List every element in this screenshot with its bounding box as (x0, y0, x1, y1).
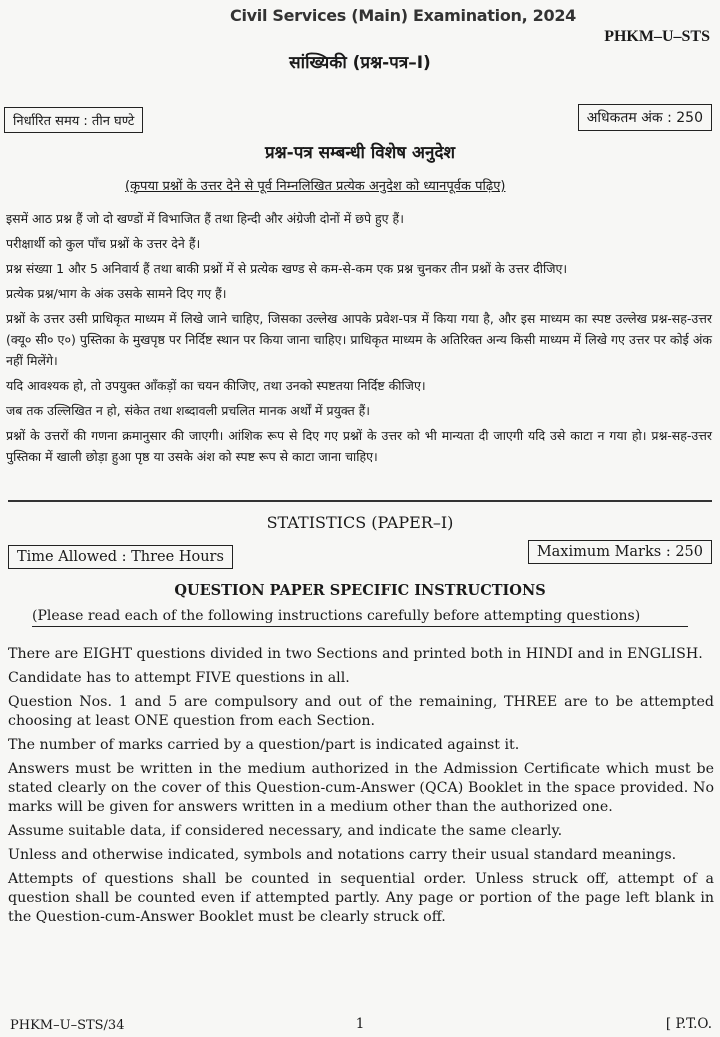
instruction-hindi-8: प्रश्नों के उत्तरों की गणना क्रमानुसार की जाएगी। आंशिक रूप से दिए गए प्रश्नों के उत्तर को भी मान्यता दी जाएगी यदि उसे काटा न गया हो। प्रश्न-सह-उत्तर पुस्तिका में खाली छोड़ा हुआ पृष्ठ या उसके अंश को स्पष्ट रूप से काटा जाना चाहिए। (6, 428, 712, 464)
max-marks-hindi: अधिकतम अंक : 250 (578, 104, 712, 131)
paper-code: PHKM–U–STS (604, 28, 710, 45)
instruction-hindi-5: प्रश्नों के उत्तर उसी प्राधिकृत माध्यम में लिखे जाने चाहिए, जिसका उल्लेख आपके प्रवेश-पत्र में किया गया है, और इस माध्यम का स्पष्ट उल्लेख प्रश्न-सह-उत्तर (क्यू० सी० ए०) पुस्तिका के मुखपृष्ठ पर निर्दिष्ट स्थान पर किया जाना चाहिए। प्राधिकृत माध्यम के अतिरिक्त अन्य किसी माध्यम में लिखे गए उत्तर पर कोई अंक नहीं मिलेंगे। (6, 311, 712, 368)
instructions-list-english (8, 645, 714, 932)
instruction-english-3: Question Nos. 1 and 5 are compulsory and out of the remaining, THREE are to be attempted choosing at least ONE question from each Section. (8, 694, 714, 729)
instruction-english-5: Answers must be written in the medium authorized in the Admission Certificate which must be stated clearly on the cover of this Question-cum-Answer (QCA) Booklet in the space provided. No marks will be given for answers written in a medium other than the authorized one. (8, 761, 714, 815)
please-turn-over: [ P.T.O. (665, 1016, 712, 1032)
subject-title-english: STATISTICS (PAPER–I) (266, 513, 454, 532)
instruction-hindi-6: यदि आवश्यक हो, तो उपयुक्त आँकड़ों का चयन कीजिए, तथा उनको स्पष्टतया निर्दिष्ट कीजिए। (6, 378, 426, 393)
exam-title: Civil Services (Main) Examination, 2024 (230, 6, 576, 25)
instruction-english-7: Unless and otherwise indicated, symbols and notations carry their usual standard meanings. (8, 847, 677, 863)
instruction-english-4: The number of marks carried by a question/part is indicated against it. (8, 737, 520, 753)
instructions-heading-hindi: प्रश्न-पत्र सम्बन्धी विशेष अनुदेश (264, 143, 456, 163)
instruction-hindi-1: इसमें आठ प्रश्न हैं जो दो खण्डों में विभाजित हैं तथा हिन्दी और अंग्रेजी दोनों में छपे हुए हैं। (6, 211, 404, 226)
instruction-hindi-3: प्रश्न संख्या 1 और 5 अनिवार्य हैं तथा बाकी प्रश्नों में से प्रत्येक खण्ड से कम-से-कम एक प्रश्न चुनकर तीन प्रश्नों के उत्तर दीजिए। (6, 261, 568, 276)
instructions-subheading-hindi: (कृपया प्रश्नों के उत्तर देने से पूर्व निम्नलिखित प्रत्येक अनुदेश को ध्यानपूर्वक पढ़िए) (125, 179, 506, 194)
instruction-english-2: Candidate has to attempt FIVE questions in all. (8, 670, 350, 686)
instructions-heading-english: QUESTION PAPER SPECIFIC INSTRUCTIONS (174, 582, 546, 599)
section-divider (8, 500, 712, 502)
instruction-english-6: Assume suitable data, if considered necessary, and indicate the same clearly. (8, 823, 563, 839)
page-number: 1 (355, 1016, 365, 1032)
instructions-subheading-english: (Please read each of the following instructions carefully before attempting questions) (32, 608, 688, 627)
instruction-english-8: Attempts of questions shall be counted in sequential order. Unless struck off, attempt of a question shall be counted even if attempted partly. Any page or portion of the page left blank in the Question-cum-Answer Booklet must be clearly struck off. (8, 871, 714, 925)
instruction-hindi-4: प्रत्येक प्रश्न/भाग के अंक उसके सामने दिए गए हैं। (6, 286, 227, 301)
instruction-english-1: There are EIGHT questions divided in two Sections and printed both in HINDI and in ENGLISH. (8, 646, 703, 662)
instruction-hindi-7: जब तक उल्लिखित न हो, संकेत तथा शब्दावली प्रचलित मानक अर्थों में प्रयुक्त हैं। (6, 403, 371, 418)
time-allowed-english: Time Allowed : Three Hours (8, 545, 233, 569)
subject-title-hindi: सांख्यिकी (प्रश्न-पत्र–I) (289, 53, 431, 73)
instruction-hindi-2: परीक्षार्थी को कुल पाँच प्रश्नों के उत्तर देने हैं। (6, 236, 201, 251)
instructions-list-hindi (6, 208, 712, 471)
time-allowed-hindi: निर्धारित समय : तीन घण्टे (4, 107, 143, 133)
footer-paper-code: PHKM–U–STS/34 (10, 1018, 125, 1033)
max-marks-english: Maximum Marks : 250 (528, 540, 712, 564)
